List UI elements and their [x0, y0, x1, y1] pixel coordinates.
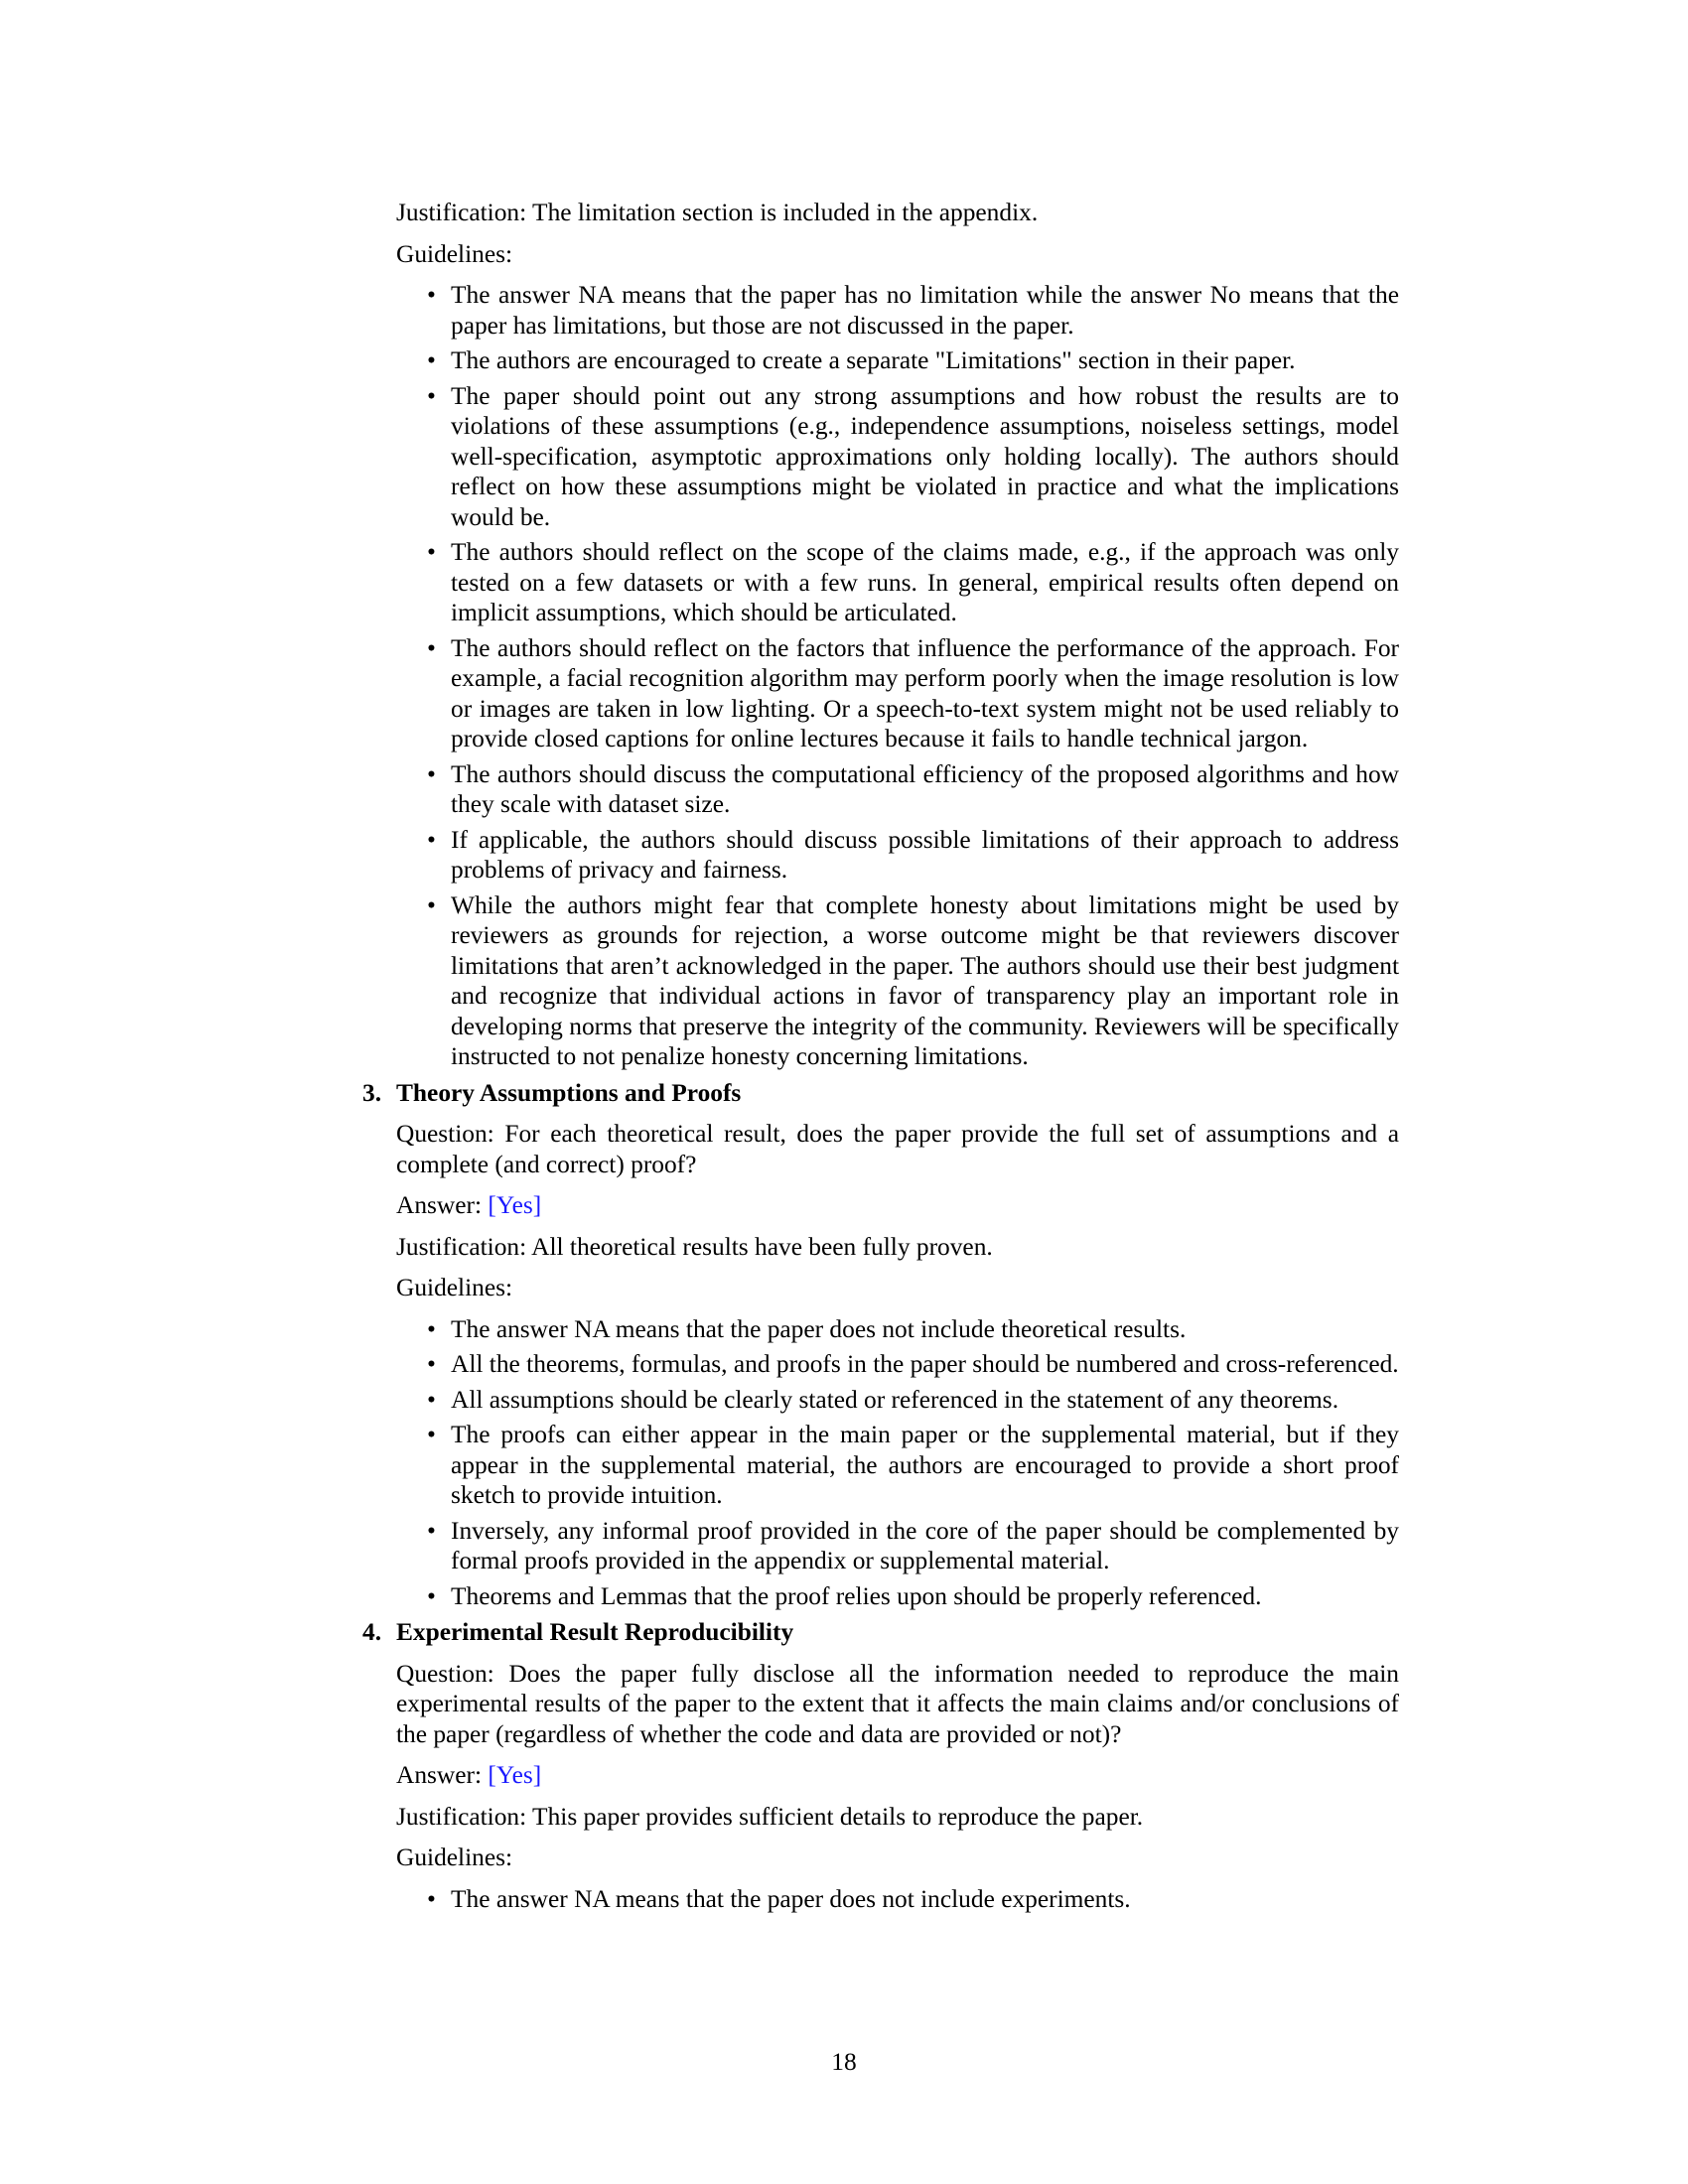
section-number: 3.: [362, 1078, 382, 1107]
guidelines-label: Guidelines:: [396, 239, 513, 268]
list-item: • The paper should point out any strong assumptions and how robust the results are to violations of these assumptions (e.g., independence assumptions, noiseless settings, model well-specification, asymptotic approximations only holding locally). The authors should reflect on how these assumptions might be violated in practice and what the implications would be.: [427, 381, 1399, 531]
list-item: • The answer NA means that the paper does not include theoretical results.: [427, 1314, 1187, 1343]
answer-line: Answer: [Yes]: [396, 1761, 542, 1789]
question-text: Question: For each theoretical result, does the paper provide the full set of assumptions and a complete (and correct) proof?: [396, 1120, 1399, 1178]
list-item: • Inversely, any informal proof provided in the core of the paper should be complemented by formal proofs provided in the appendix or supplemental material.: [427, 1516, 1399, 1574]
list-item: • All assumptions should be clearly stated or referenced in the statement of any theorems.: [427, 1385, 1339, 1414]
guidelines-label: Guidelines:: [396, 1843, 513, 1871]
page-number: 18: [831, 2048, 857, 2076]
justification-text: Justification: All theoretical results have been fully proven.: [396, 1232, 993, 1261]
list-item: • If applicable, the authors should discuss possible limitations of their approach to address problems of privacy and fairness.: [427, 825, 1399, 884]
section-experimental-reproducibility: [362, 1617, 1399, 1914]
section-title: Theory Assumptions and Proofs: [396, 1078, 742, 1107]
answer-link[interactable]: [Yes]: [488, 1191, 542, 1219]
section-theory-assumptions: [362, 1078, 1399, 1612]
list-item: • The answer NA means that the paper has no limitation while the answer No means that the paper has limitations, but those are not discussed in the paper.: [427, 281, 1399, 340]
section-title: Experimental Result Reproducibility: [396, 1618, 794, 1646]
list-item: • The authors are encouraged to create a separate "Limitations" section in their paper.: [427, 346, 1296, 374]
list-item: • While the authors might fear that complete honesty about limitations might be used by reviewers as grounds for rejection, a worse outcome might be that reviewers discover limitations that aren’t acknowledged in the paper. The authors should use their best judgment and recognize that individual actions in favor of transparency play an important role in developing norms that preserve the integrity of the community. Reviewers will be specifically instructed to not penalize honesty concerning limitations.: [427, 890, 1399, 1070]
question-text: Question: Does the paper fully disclose all the information needed to reproduce the main experimental results of the paper to the extent that it affects the main claims and/or conclusions of the paper (regardless of whether the code and data are provided or not)?: [396, 1659, 1399, 1748]
answer-line: Answer: [Yes]: [396, 1191, 542, 1219]
guidelines-label: Guidelines:: [396, 1274, 513, 1301]
list-item: • All the theorems, formulas, and proofs in the paper should be numbered and cross-referenced.: [427, 1350, 1399, 1378]
guidelines-list-experimental: [396, 1884, 1399, 1915]
page-content: [362, 198, 1399, 1919]
section-number: 4.: [362, 1618, 382, 1646]
list-item: • The proofs can either appear in the main paper or the supplemental material, but if they appear in the supplemental material, the authors are encouraged to provide a short proof sketch to provide intuition.: [427, 1421, 1399, 1509]
guidelines-list-theory: [396, 1314, 1399, 1612]
guidelines-list-limitations: [396, 280, 1399, 1072]
list-item: • The authors should discuss the computational efficiency of the proposed algorithms and how they scale with dataset size.: [427, 759, 1399, 818]
justification-limitations: Justification: The limitation section is included in the appendix.: [396, 199, 1039, 226]
list-item: • Theorems and Lemmas that the proof relies upon should be properly referenced.: [427, 1581, 1262, 1610]
list-item: • The authors should reflect on the scope of the claims made, e.g., if the approach was only tested on a few datasets or with a few runs. In general, empirical results often depend on implicit assumptions, which should be articulated.: [427, 538, 1399, 626]
list-item: • The answer NA means that the paper does not include experiments.: [427, 1884, 1131, 1913]
justification-text: Justification: This paper provides sufficient details to reproduce the paper.: [396, 1802, 1144, 1831]
answer-link[interactable]: [Yes]: [488, 1761, 542, 1789]
list-item: • The authors should reflect on the factors that influence the performance of the approach. For example, a facial recognition algorithm may perform poorly when the image resolution is low or images are taken in low lighting. Or a speech-to-text system might not be used reliably to provide closed captions for online lectures because it fails to handle technical jargon.: [427, 633, 1399, 752]
